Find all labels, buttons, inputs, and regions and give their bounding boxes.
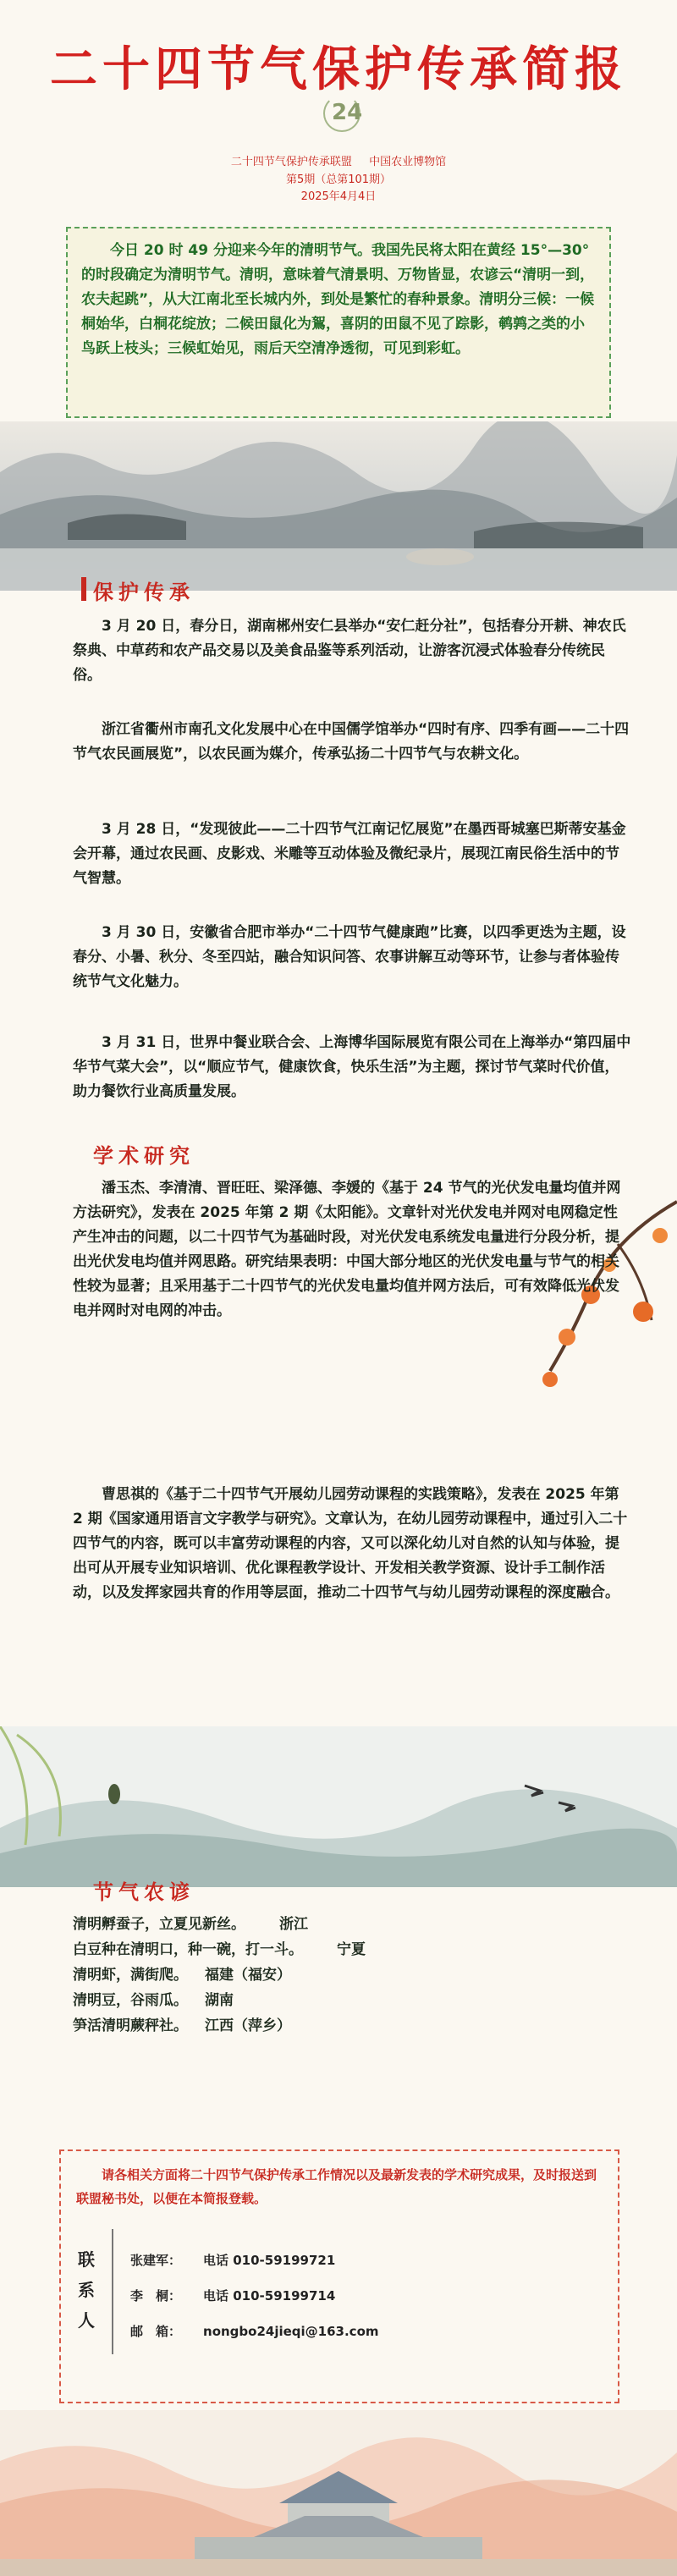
proverb-2: 白豆种在清明口，种一碗，打一斗。 宁夏 bbox=[73, 1941, 366, 1958]
logo: 24 bbox=[332, 100, 363, 125]
spring-landscape-banner bbox=[0, 1726, 677, 1887]
contact-row-3: 邮 箱： nongbo24jieqi@163.com bbox=[130, 2324, 379, 2339]
organizer-2: 中国农业博物馆 bbox=[369, 156, 447, 168]
museum-building-illustration bbox=[0, 2410, 677, 2576]
research-item-2: 曹思祺的《基于二十四节气开展幼儿园劳动课程的实践策略》，发表在 2025 年第 2 期《国家通用语言文字教学与研究》。文章认为，在幼儿园劳动课程中，通过引入二十四节气的内容，既可以丰富劳动课程的内容，又可以深化幼儿对自然的认知与体验，提出可从开展专业知识培训、优化课程教学设计、开发相关教学资源、设计手工制作活动，以及发挥家园共育的作用等层面，推动二十四节气与幼儿园劳动课程的深度融合。 bbox=[73, 1486, 628, 1601]
proverb-1: 清明孵蚕子，立夏见新丝。 浙江 bbox=[73, 1916, 308, 1933]
protection-item-1: 3 月 20 日，春分日，湖南郴州安仁县举办“安仁赶分社”，包括春分开耕、神农氏祭典、中草药和农产品交易以及美食品鉴等系列活动，让游客沉浸式体验春分传统民俗。 bbox=[73, 618, 626, 684]
notice-text: 请各相关方面将二十四节气保护传承工作情况以及最新发表的学术研究成果，及时报送到联盟秘书处，以便在本简报登载。 bbox=[76, 2167, 597, 2206]
issue-date: 2025年4月4日 bbox=[300, 190, 377, 203]
divider bbox=[112, 2229, 113, 2354]
organizer-1: 二十四节气保护传承联盟 bbox=[230, 156, 352, 168]
contact-row-1: 张建军： 电话 010-59199721 bbox=[130, 2253, 336, 2268]
contact-row-2: 李 桐： 电话 010-59199714 bbox=[130, 2288, 336, 2304]
protection-item-4: 3 月 30 日，安徽省合肥市举办“二十四节气健康跑”比赛，以四季更迭为主题，设春分、小暑、秋分、冬至四站，融合知识问答、农事讲解互动等环节，让参与者体验传统节气文化魅力。 bbox=[73, 924, 626, 990]
organizer-line bbox=[0, 152, 677, 168]
page-title: 二十四节气保护传承简报 bbox=[50, 41, 627, 97]
contact-label: 联系人 bbox=[78, 2249, 95, 2331]
protection-item-2: 浙江省衢州市南孔文化发展中心在中国儒学馆举办“四时有序、四季有画——二十四节气农民画展览”，以农民画为媒介，传承弘扬二十四节气与农耕文化。 bbox=[73, 721, 630, 762]
protection-item-5: 3 月 31 日，世界中餐业联合会、上海博华国际展览有限公司在上海举办“第四届中华节气菜大会”，以“顺应节气，健康饮食，快乐生活”为主题，探讨节气菜时代价值，助力餐饮行业高质量发展。 bbox=[73, 1034, 631, 1100]
issue-info bbox=[0, 172, 677, 206]
submission-notice-box bbox=[59, 2149, 619, 2403]
ink-landscape-banner bbox=[0, 421, 677, 591]
proverb-3: 清明虾，满街爬。 福建（福安） bbox=[73, 1967, 291, 1984]
section-heading-proverbs: 节气农谚 bbox=[93, 1880, 195, 1904]
section-heading-protection: 保护传承 bbox=[93, 575, 195, 605]
intro-box: 今日 20 时 49 分迎来今年的清明节气。我国先民将太阳在黄经 15°—30°的时段确定为清明节气。清明，意味着气清景明、万物皆显，农谚云“清明一到，农夫起跳”，从大江南北至长城内外，到处是繁忙的春种景象。清明分三候：一候桐始华，白桐花绽放；二候田鼠化为鴽，喜阴的田鼠不见了踪影，鹌鹑之类的小鸟跃上枝头；三候虹始见，雨后天空清净透彻，可见到彩虹。 bbox=[66, 227, 611, 418]
section-heading-research: 学术研究 bbox=[93, 1143, 195, 1168]
heading-mark bbox=[81, 577, 86, 601]
proverb-4: 清明豆，谷雨瓜。 湖南 bbox=[73, 1992, 234, 2009]
proverb-5: 笋活清明蕨秤社。 江西（萍乡） bbox=[73, 2017, 291, 2034]
research-item-1: 潘玉杰、李清清、晋旺旺、梁泽德、李媛的《基于 24 节气的光伏发电量均值并网方法研究》，发表在 2025 年第 2 期《太阳能》。文章针对光伏发电并网对电网稳定性产生冲击的问题，以二十四节气为基础时段，对光伏发电系统发电量进行分段分析，提出光伏发电均值并网思路。研究结果表明：中国大部分地区的光伏发电量与节气的相关性较为显著；且采用基于二十四节气的光伏发电量均值并网方法后，可有效降低光伏发电并网时对电网的冲击。 bbox=[73, 1180, 621, 1319]
issue-number: 第5期（总第101期） bbox=[285, 173, 392, 186]
protection-item-3: 3 月 28 日，“发现彼此——二十四节气江南记忆展览”在墨西哥城塞巴斯蒂安基金会开幕，通过农民画、皮影戏、米雕等互动体验及微纪录片，展现江南民俗生活中的节气智慧。 bbox=[73, 821, 626, 887]
